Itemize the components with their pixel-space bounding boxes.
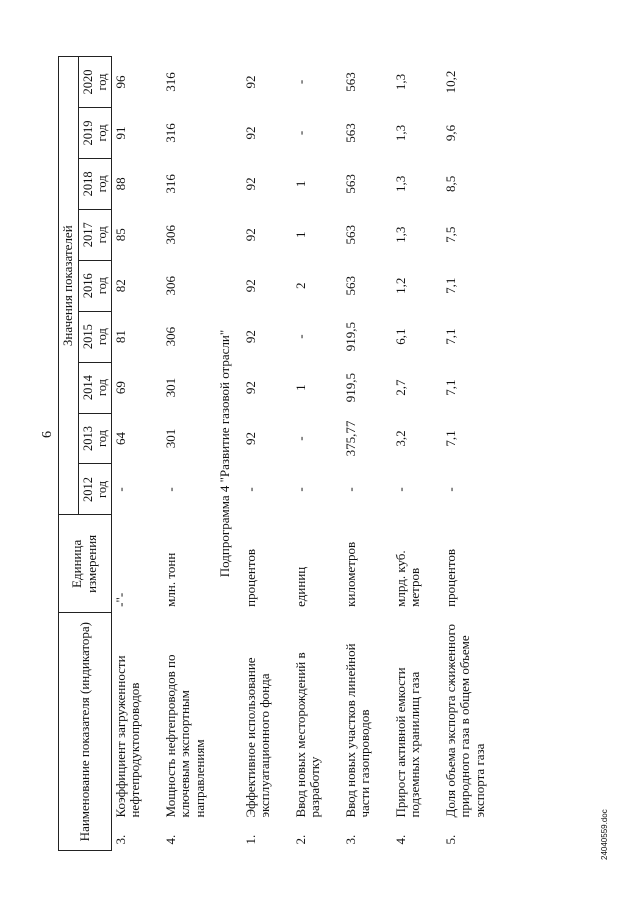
header-year-word: год	[94, 379, 109, 397]
row-number: 3.	[112, 834, 128, 845]
indicator-unit: млрд. куб. метров	[392, 550, 423, 607]
indicator-value: 1,3	[392, 124, 408, 142]
table-row	[242, 57, 292, 851]
indicator-value: 69	[112, 381, 128, 395]
indicator-value: 96	[112, 75, 128, 89]
header-year-word: год	[94, 328, 109, 346]
indicator-value: 92	[242, 432, 258, 446]
indicator-value: 301	[162, 428, 178, 449]
indicator-value: 563	[342, 174, 358, 194]
indicator-value: 10,2	[442, 70, 458, 94]
table-body-oil	[111, 57, 212, 851]
header-year-word: год	[94, 277, 109, 295]
header-year-word: год	[94, 73, 109, 91]
indicator-value: 1,3	[392, 73, 408, 91]
indicator-value: 316	[162, 123, 178, 143]
header-year	[78, 260, 111, 311]
indicator-value: 3,2	[392, 430, 408, 447]
header-year-word: год	[94, 226, 109, 244]
row-number: 3.	[342, 834, 358, 845]
indicator-value: 1,3	[392, 175, 408, 192]
indicator-name: Ввод новых месторождений в разработку	[292, 652, 323, 818]
indicator-value: 375,77	[342, 420, 358, 457]
header-year-number: 2015	[80, 324, 95, 350]
indicator-value: 306	[162, 326, 178, 347]
indicator-value: 919,5	[342, 372, 358, 403]
indicator-value: 6,1	[392, 328, 408, 345]
indicator-value: 92	[242, 75, 258, 89]
indicator-value: 316	[162, 72, 178, 92]
header-year	[78, 158, 111, 209]
header-year-word: год	[94, 429, 109, 448]
indicator-value: 7,1	[442, 328, 458, 345]
indicator-name: Доля объема экспорта сжиженного природного газа в общем объеме экспорта газа	[442, 623, 487, 818]
row-number: 4.	[162, 834, 178, 845]
header-year-word: год	[94, 124, 109, 142]
indicator-value: 1	[292, 180, 308, 188]
indicator-name: Эффективное использование эксплуатационного фонда	[242, 657, 273, 818]
header-indicator-name: Наименование показателя (индикатора)	[59, 613, 112, 851]
indicator-value: 7,1	[442, 379, 458, 396]
row-number: 2.	[292, 834, 308, 845]
indicator-value: 7,5	[442, 226, 458, 243]
indicator-value: 7,1	[442, 430, 458, 447]
indicators-table	[58, 56, 492, 851]
indicator-value: 563	[342, 225, 358, 245]
subprogram-title: Подпрограмма 4 "Развитие газовой отрасли"	[216, 329, 232, 578]
indicator-value: -	[112, 487, 128, 492]
header-year-number: 2013	[80, 426, 95, 452]
page-number: 6	[40, 431, 55, 438]
header-year	[78, 311, 111, 362]
indicator-value: 92	[242, 330, 258, 344]
indicator-value: 563	[342, 72, 358, 92]
indicator-value: 92	[242, 279, 258, 293]
header-year-number: 2016	[80, 273, 95, 299]
header-year-number: 2014	[80, 375, 95, 401]
indicator-value: 563	[342, 123, 358, 143]
table-row	[111, 57, 162, 851]
footer-doc-code: 24040559.doc	[600, 809, 609, 860]
indicator-value: 9,6	[442, 124, 458, 142]
indicator-value: 8,5	[442, 175, 458, 192]
header-year-number: 2020	[80, 69, 95, 95]
header-year	[78, 57, 111, 108]
indicator-unit: процентов	[442, 549, 458, 607]
indicator-value: -	[292, 487, 308, 492]
subprogram-row	[212, 57, 242, 851]
indicator-value: -	[292, 130, 308, 136]
header-year-number: 2019	[80, 120, 95, 146]
indicator-value: 1	[292, 384, 308, 391]
indicator-value: 92	[242, 177, 258, 191]
indicator-value: -	[242, 487, 258, 492]
table-row	[342, 57, 392, 851]
header-year	[78, 362, 111, 413]
header-year-word: год	[94, 175, 109, 193]
indicator-value: -	[162, 487, 178, 492]
indicator-name: Коэффициент загруженности нефтепродуктопроводов	[112, 655, 143, 818]
indicator-value: -	[292, 79, 308, 85]
table-row	[162, 57, 212, 851]
indicator-value: 2,7	[392, 379, 408, 396]
indicator-value: 563	[342, 275, 358, 296]
indicator-value: 92	[242, 126, 258, 140]
indicator-value: 1,2	[392, 277, 408, 294]
indicator-value: 91	[112, 126, 128, 140]
indicator-value: 85	[112, 228, 128, 242]
table-body-gas	[242, 57, 492, 851]
indicator-value: 81	[112, 330, 128, 344]
indicator-value: 88	[112, 177, 128, 191]
row-number: 4.	[392, 834, 408, 845]
indicator-unit: километров	[342, 541, 358, 607]
header-year-number: 2012	[80, 476, 95, 502]
rotated-table-wrapper	[58, 56, 548, 851]
header-year-number: 2017	[80, 222, 95, 248]
header-values: Значения показателей	[59, 57, 79, 515]
indicator-value: 301	[162, 377, 178, 398]
indicator-value: 316	[162, 174, 178, 194]
indicator-value: 1	[292, 231, 308, 239]
header-year-number: 2018	[80, 171, 95, 197]
indicator-value: 306	[162, 225, 178, 245]
indicator-unit: единиц	[292, 566, 308, 607]
indicator-value: 306	[162, 275, 178, 296]
indicator-unit: -"-	[112, 592, 128, 607]
table-row	[292, 57, 342, 851]
indicator-value: 64	[112, 432, 128, 446]
row-number: 1.	[242, 834, 258, 845]
indicator-value: 919,5	[342, 322, 358, 352]
indicator-value: 2	[292, 282, 308, 289]
table-row	[392, 57, 442, 851]
indicator-value: -	[342, 487, 358, 492]
header-year	[78, 413, 111, 464]
header-year	[78, 209, 111, 260]
indicator-value: 92	[242, 381, 258, 395]
table-row	[442, 57, 492, 851]
indicator-value: -	[292, 436, 308, 441]
indicator-value: 92	[242, 228, 258, 242]
indicator-name: Мощность нефтепроводов по ключевым экспортным направлениям	[162, 654, 207, 818]
indicator-unit: млн. тонн	[162, 552, 178, 607]
indicator-value: 82	[112, 279, 128, 293]
indicator-name: Прирост активной емкости подземных хранилищ газа	[392, 667, 423, 818]
header-year	[78, 107, 111, 158]
indicator-value: 1,3	[392, 226, 408, 243]
indicator-value: 7,1	[442, 277, 458, 294]
header-year	[78, 464, 111, 515]
indicator-value: -	[442, 487, 458, 492]
indicator-value: -	[392, 487, 408, 492]
header-year-word: год	[94, 480, 109, 498]
header-unit: Единица измерения	[59, 515, 112, 613]
indicator-unit: процентов	[242, 549, 258, 607]
indicator-name: Ввод новых участков линейной части газопроводов	[342, 643, 373, 818]
row-number: 5.	[442, 834, 458, 845]
indicator-value: -	[292, 334, 308, 339]
